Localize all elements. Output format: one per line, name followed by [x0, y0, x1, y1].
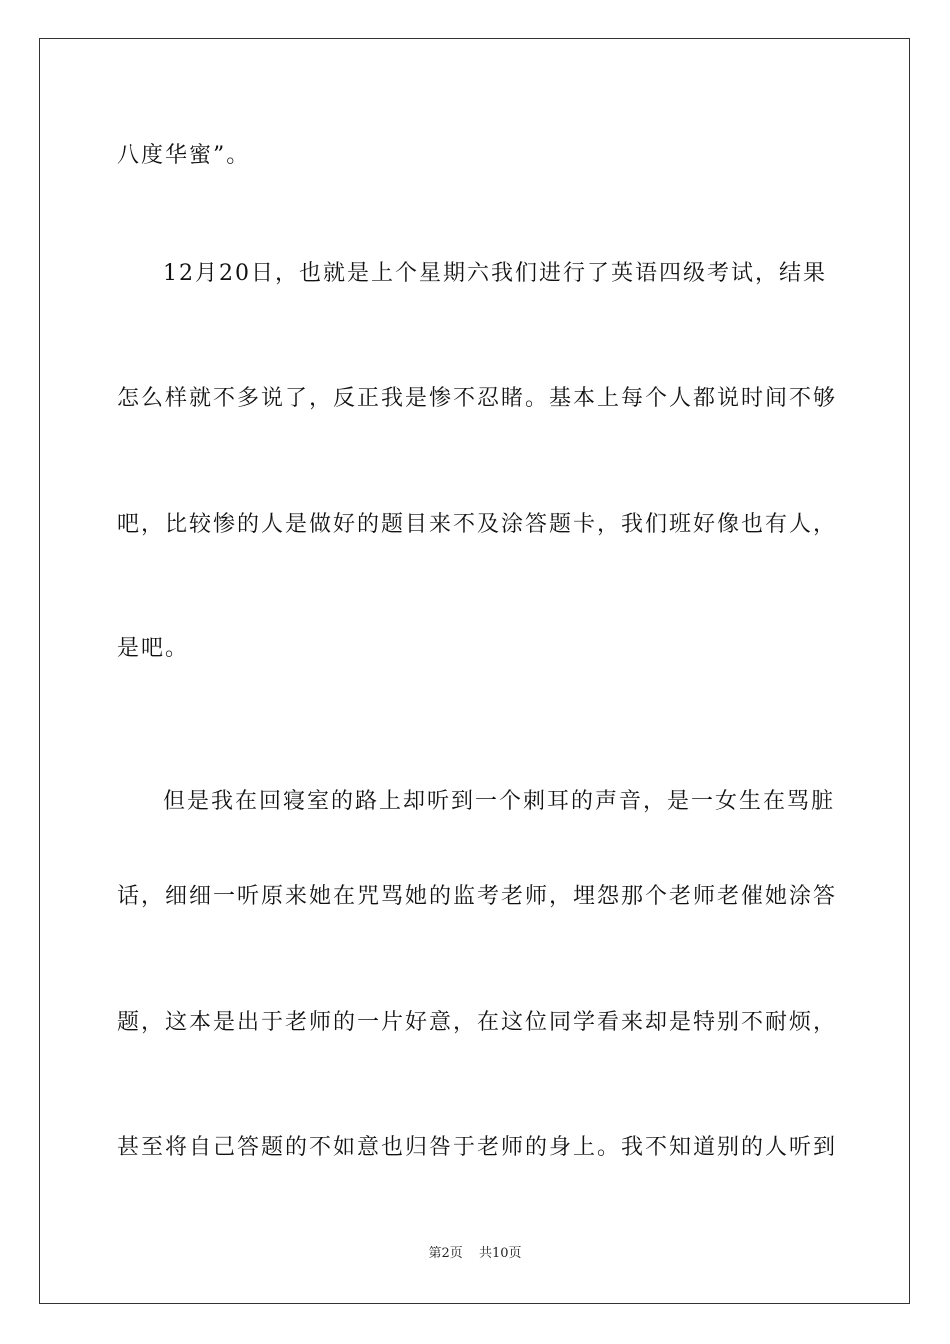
text-line-2: 12月20日，也就是上个星期六我们进行了英语四级考试，结果 [163, 261, 827, 286]
page-footer [0, 1245, 950, 1263]
text-line-4: 吧，比较惨的人是做好的题目来不及涂答题卡，我们班好像也有人， [117, 512, 838, 537]
text-line-7: 话，细细一听原来她在咒骂她的监考老师，埋怨那个老师老催她涂答 [117, 884, 838, 909]
text-line-5: 是吧。 [117, 636, 190, 661]
text-line-9: 甚至将自己答题的不如意也归咎于老师的身上。我不知道别的人听到 [117, 1135, 838, 1160]
text-line-1: 八度华蜜”。 [117, 143, 251, 168]
page-total: 共10页 [478, 1246, 522, 1261]
text-line-3: 怎么样就不多说了，反正我是惨不忍睹。基本上每个人都说时间不够 [117, 386, 838, 411]
page-number: 第2页 [428, 1246, 463, 1261]
text-line-6: 但是我在回寝室的路上却听到一个刺耳的声音，是一女生在骂脏 [163, 789, 836, 814]
page-border [39, 38, 910, 1304]
text-line-8: 题，这本是出于老师的一片好意，在这位同学看来却是特别不耐烦， [117, 1010, 838, 1035]
